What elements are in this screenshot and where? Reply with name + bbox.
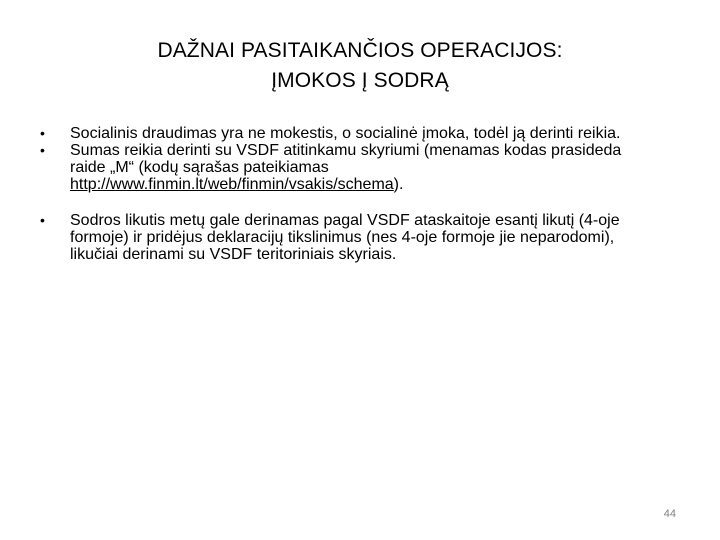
bullet-text-2-after: ).	[393, 176, 404, 193]
bullet-list	[36, 125, 656, 263]
page-number: 44	[663, 508, 676, 520]
bullet-icon: •	[40, 212, 45, 228]
slide-title-line-2: ĮMOKOS Į SODRĄ	[271, 69, 449, 92]
bullet-item-3	[36, 212, 656, 263]
bullet-text-2-before: Sumas reikia derinti su VSDF atitinkamu skyriumi (menamas kodas prasideda raide „M“ (kodų sąrašas pateikiamas	[70, 142, 622, 176]
slide-title-line-1: DAŽNAI PASITAIKANČIOS OPERACIJOS:	[157, 39, 563, 62]
bullet-item-1	[36, 125, 656, 142]
bullet-icon: •	[40, 125, 45, 141]
slide-title	[60, 36, 660, 96]
bullet-item-2	[36, 142, 656, 193]
bullet-text-3: Sodros likutis metų gale derinamas pagal VSDF ataskaitoje esantį likutį (4-oje formoje) ir pridėjus deklaracijų tikslinimus (nes 4-oje formoje jie neparodomi), likučiai derinami su VSDF teritoriniais skyriais.	[70, 212, 620, 263]
bullet-icon: •	[40, 142, 45, 158]
schema-link[interactable]: http://www.finmin.lt/web/finmin/vsakis/schema	[70, 176, 394, 193]
bullet-text-1: Socialinis draudimas yra ne mokestis, o socialinė įmoka, todėl ją derinti reikia.	[70, 125, 621, 142]
